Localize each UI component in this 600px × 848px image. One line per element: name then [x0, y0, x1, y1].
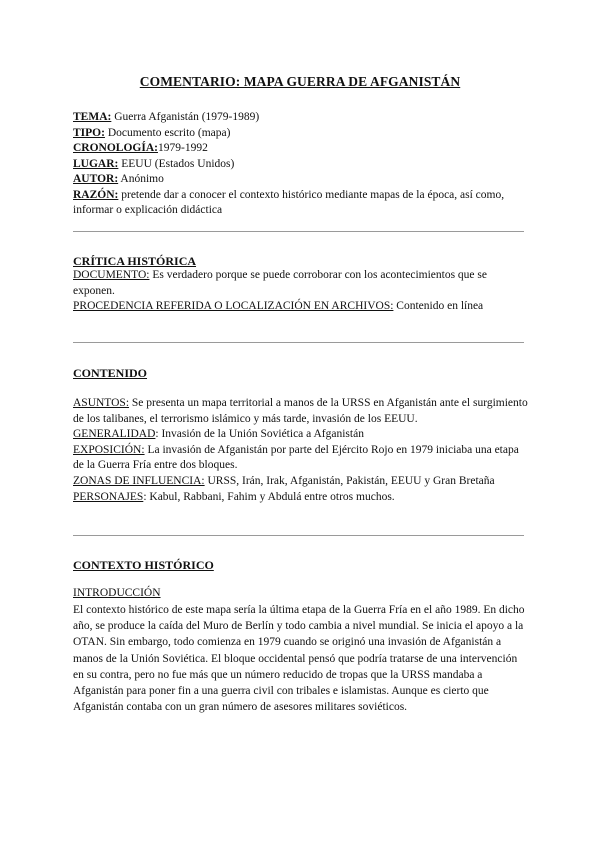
exposicion-label: EXPOSICIÓN:: [73, 443, 145, 456]
meta-label: TEMA:: [73, 111, 112, 123]
personajes-label: PERSONAJES: [73, 490, 144, 503]
exposicion-text: La invasión de Afganistán por parte del Ejército Rojo en 1979 iniciaba una etapa de la Guerra Fría entre dos bloques.: [73, 443, 519, 472]
asuntos-label: ASUNTOS:: [73, 397, 130, 409]
asuntos-text: Se presenta un mapa territorial a manos de la URSS en Afganistán ante el surgimiento de los talibanes, el terrorismo islámico y más tarde, invasión de los EEUU.: [73, 397, 528, 425]
divider: [73, 535, 524, 536]
procedencia-text: Contenido en línea: [393, 300, 484, 313]
contenido-exposicion: [73, 443, 528, 474]
meta-value: pretende dar a conocer el contexto histórico mediante mapas de la época, así como, informar o explicación didáctica: [73, 188, 505, 216]
divider: [73, 231, 524, 232]
meta-tipo: [73, 126, 533, 142]
meta-cronologia: [73, 141, 533, 157]
documento-text: Es verdadero porque se puede corroborar con los acontecimientos que se exponen.: [73, 269, 487, 297]
meta-label: AUTOR:: [73, 173, 119, 185]
zonas-text: URSS, Irán, Irak, Afganistán, Pakistán, EEUU y Gran Bretaña: [204, 474, 495, 487]
generalidad-label: GENERALIDAD: [73, 428, 156, 441]
personajes-text: : Kabul, Rabbani, Fahim y Abdulá entre otros muchos.: [143, 490, 395, 503]
meta-label: CRONOLOGÍA:: [73, 142, 158, 154]
meta-lugar: [73, 157, 533, 173]
section-title-contexto: CONTEXTO HISTÓRICO: [73, 558, 214, 572]
meta-value: Documento escrito (mapa): [104, 126, 231, 139]
zonas-label: ZONAS DE INFLUENCIA:: [73, 474, 205, 487]
divider: [73, 342, 524, 343]
contenido-asuntos: [73, 396, 528, 427]
critica-documento: [73, 268, 528, 299]
meta-label: TIPO:: [73, 126, 105, 139]
intro-label: INTRODUCCIÓN: [73, 587, 161, 599]
intro-paragraph: El contexto histórico de este mapa sería la última etapa de la Guerra Fría en el año 1989. En dicho año, se produce la caída del Muro de Berlín y todo cambia a nivel mundial. Se inicia el apoyo a la OTAN. Sin embargo, todo comienza en 1979 cuando se originó una invasión de Afganistán a manos de la Unión Soviética. El bloque occidental pensó que podría tratarse de una intervención en su contra, pero no fue más que un número reducido de tropas que la URSS mandaba a Afganistán para poner fin a una guerra civil con tribales e islamistas. Aunque es cierto que Afganistán contaba con un gran número de asesores militares soviéticos.: [73, 604, 525, 714]
meta-value: EEUU (Estados Unidos): [118, 157, 235, 170]
contenido-generalidad: [73, 427, 528, 443]
meta-value: Anónimo: [118, 173, 164, 185]
document-title: COMENTARIO: MAPA GUERRA DE AFGANISTÁN: [139, 74, 461, 89]
intro-heading-block: [73, 586, 528, 602]
critica-block: [73, 268, 528, 315]
procedencia-label: PROCEDENCIA REFERIDA O LOCALIZACIÓN EN ARCHIVOS:: [73, 300, 394, 313]
contenido-personajes: [73, 490, 528, 506]
contenido-block: [73, 396, 528, 505]
meta-tema: [73, 110, 533, 126]
section-title-contenido: CONTENIDO: [73, 366, 148, 380]
documento-label: DOCUMENTO:: [73, 269, 150, 281]
section-title-critica: CRÍTICA HISTÓRICA: [73, 254, 197, 268]
metadata-block: [73, 110, 533, 219]
meta-value: 1979-1992: [157, 142, 208, 154]
contenido-zonas: [73, 474, 528, 490]
critica-procedencia: [73, 299, 528, 315]
meta-label: LUGAR:: [73, 157, 119, 170]
meta-razon: [73, 188, 533, 219]
meta-value: Guerra Afganistán (1979-1989): [111, 111, 260, 123]
meta-label: RAZÓN:: [73, 188, 119, 201]
generalidad-text: : Invasión de la Unión Soviética a Afganistán: [155, 428, 364, 441]
meta-autor: [73, 172, 533, 188]
